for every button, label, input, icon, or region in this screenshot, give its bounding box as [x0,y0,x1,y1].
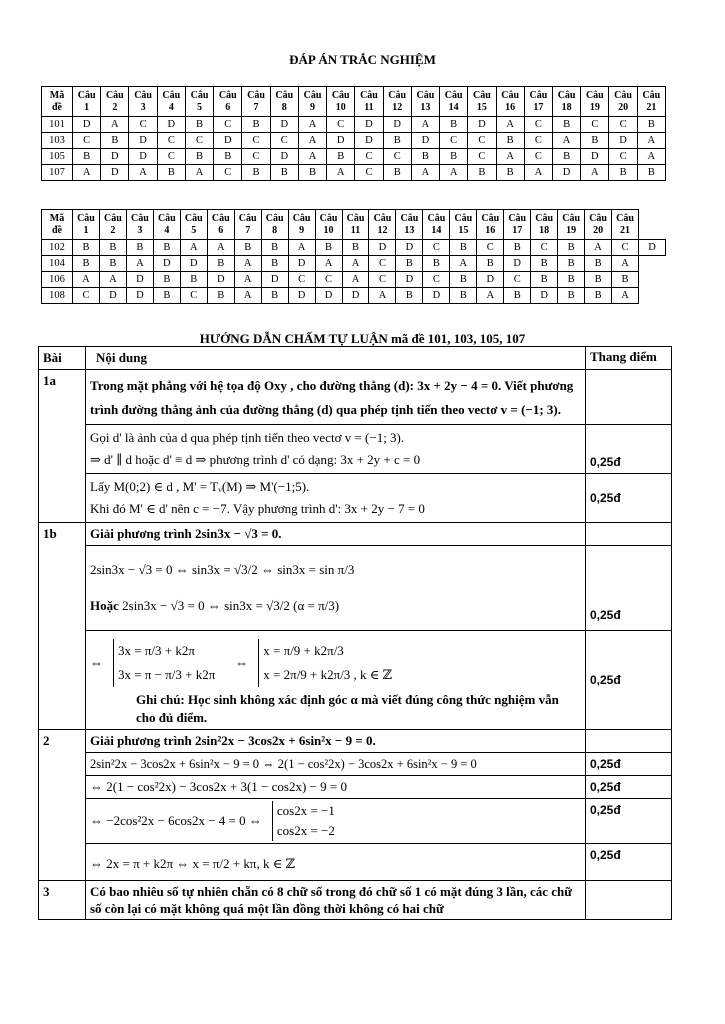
answer-cell: C [73,133,101,149]
answer-cell: A [411,165,439,181]
answer-cell: B [468,165,496,181]
problem-1a-step-2 [39,474,672,523]
answer-cell: D [342,288,369,304]
answer-cell: D [261,272,288,288]
answer-cell: B [73,256,100,272]
answer-cell: B [531,256,558,272]
header-ma-de: Mã đề [42,210,73,240]
answer-cell: C [315,272,342,288]
answer-cell: D [73,117,101,133]
answer-cell: A [73,165,101,181]
p1a-step2-line2: Khi đó M' ∈ d' nên c = −7. Vậy phương trình d': 3x + 2y − 7 = 0 [90,501,425,516]
answer-cell: C [383,149,411,165]
answer-cell: D [101,165,129,181]
answer-cell: B [637,117,665,133]
p1b-step2-or: Hoặc [90,598,119,613]
header-question: Câu 8 [270,87,298,117]
answer-cell: B [558,272,585,288]
header-question: Câu 12 [369,210,396,240]
problem-1b-label: 1b [39,523,86,730]
answer-cell: C [468,133,496,149]
exam-code-cell: 103 [42,133,73,149]
answer-cell: B [99,256,126,272]
header-question: Câu 10 [315,210,342,240]
answer-cell: A [612,256,639,272]
answer-cell: A [637,133,665,149]
answer-cell: A [552,133,580,149]
answer-table-header [42,87,666,117]
header-question: Câu 12 [383,87,411,117]
answer-cell: B [558,240,585,256]
score-badge: 0,25đ [590,848,621,862]
score-badge: 0,25đ [590,803,621,817]
score-badge: 0,25đ [590,455,621,469]
answer-cell: D [552,165,580,181]
system-bracket [272,801,335,841]
answer-cell: A [315,256,342,272]
header-question: Câu 18 [552,87,580,117]
p2-case-2: cos2x = −2 [276,823,335,838]
answer-cell: B [327,149,355,165]
problem-1b-question-row [39,523,672,546]
header-question: Câu 7 [242,87,270,117]
answer-cell: C [355,165,383,181]
problem-2-label: 2 [39,730,86,881]
answer-cell: D [214,133,242,149]
p1a-step1-line2: ⇒ d' ∥ d hoặc d' ≡ d ⇒ phương trình d' có dạng: 3x + 2y + c = 0 [90,452,421,467]
answer-cell: B [585,288,612,304]
answer-cell: C [531,240,558,256]
answer-cell: A [585,240,612,256]
answer-cell: B [73,149,101,165]
answer-cell: C [242,133,270,149]
answer-cell: C [180,288,207,304]
header-question: Câu 6 [214,87,242,117]
p2-case-1: cos2x = −1 [276,803,335,818]
answer-row [42,117,666,133]
col-header-thang: Thang điểm [586,347,672,370]
answer-cell: B [270,165,298,181]
problem-1a-question-row [39,370,672,425]
answer-cell: A [234,272,261,288]
answer-cell: D [270,149,298,165]
header-question: Câu 3 [129,87,157,117]
answer-cell: A [369,288,396,304]
answer-cell: B [261,256,288,272]
answer-cell: B [450,240,477,256]
header-question: Câu 8 [261,210,288,240]
answer-cell: C [157,149,185,165]
answer-cell: C [524,149,552,165]
header-question: Câu 1 [73,87,101,117]
p1b-step2-text: 2sin3x − √3 = 0 ⇔ sin3x = √3/2 (α = π/3) [118,598,340,613]
answer-cell: B [73,240,100,256]
answer-cell: D [411,133,439,149]
answer-cell: B [261,240,288,256]
header-question: Câu 11 [355,87,383,117]
answer-cell: A [496,149,524,165]
header-question: Câu 3 [126,210,153,240]
header-question: Câu 19 [581,87,609,117]
answer-cell: C [242,149,270,165]
answer-cell: B [234,240,261,256]
answer-cell: B [552,149,580,165]
answer-cell: C [477,240,504,256]
answer-cell: B [207,288,234,304]
answer-cell: A [73,272,100,288]
answer-cell: A [129,165,157,181]
system-bracket-right [258,639,392,687]
answer-cell: B [185,149,213,165]
header-question: Câu 10 [327,87,355,117]
answer-cell: D [423,288,450,304]
answer-cell: C [129,117,157,133]
answer-cell: B [315,240,342,256]
answer-cell: A [126,256,153,272]
header-question: Câu 13 [396,210,423,240]
answer-row [42,149,666,165]
answer-cell: C [612,240,639,256]
header-question: Câu 9 [298,87,326,117]
p1b-note: Ghi chú: Học sinh không xác định góc α mà viết đúng công thức nghiệm vẫn cho đủ điểm. [136,692,559,725]
answer-table-header [42,210,666,240]
equiv-symbol: ⇔ [235,655,249,670]
answer-cell: D [129,133,157,149]
answer-cell: B [180,272,207,288]
answer-cell: A [411,117,439,133]
answer-cell: B [185,117,213,133]
p2-step3: ⇔ −2cos²2x − 6cos2x − 4 = 0 ⇔ [90,813,262,828]
answer-cell: D [207,272,234,288]
p2-step2: ⇔ 2(1 − cos²2x) − 3cos2x + 3(1 − cos2x) − 9 = 0 [86,776,586,799]
answer-cell: C [609,149,637,165]
answer-cell: C [369,272,396,288]
p1b-eq-r1: x = π/9 + k2π/3 [263,643,344,658]
header-question: Câu 14 [440,87,468,117]
score-badge: 0,25đ [590,780,621,794]
header-question: Câu 4 [153,210,180,240]
answer-cell: A [180,240,207,256]
answer-cell: C [423,272,450,288]
system-bracket-left [113,639,215,687]
exam-code-cell: 102 [42,240,73,256]
answer-cell: D [369,240,396,256]
answer-cell: B [342,240,369,256]
answer-cell: A [637,149,665,165]
answer-cell: A [342,256,369,272]
answer-cell: B [450,272,477,288]
score-badge: 0,25đ [590,757,621,771]
answer-cell: B [396,256,423,272]
score-badge: 0,25đ [590,608,621,622]
answer-cell: B [585,272,612,288]
problem-1a-question: Trong mặt phẳng với hệ tọa độ Oxy , cho đường thẳng (d): 3x + 2y − 4 = 0. Viết phương trình đường thẳng ảnh của đường thẳng (d) qua phép tịnh tiến theo vectơ v = (−1; 3). [86,370,586,425]
answer-cell: C [185,133,213,149]
answer-cell: B [153,288,180,304]
answer-cell: B [383,165,411,181]
p1b-step2 [90,588,581,624]
answer-cell: D [327,133,355,149]
answer-cell: B [585,256,612,272]
exam-code-cell: 105 [42,149,73,165]
score-badge: 0,25đ [590,673,621,687]
answer-cell: A [440,165,468,181]
p1b-step1: 2sin3x − √3 = 0 ⇔ sin3x = √3/2 ⇔ sin3x = sin π/3 [90,562,355,577]
answer-cell: D [383,117,411,133]
answer-cell: D [153,256,180,272]
answer-cell: A [581,165,609,181]
answer-cell: B [504,288,531,304]
answer-cell: D [468,117,496,133]
answer-row [42,288,666,304]
answer-cell: C [524,117,552,133]
answer-cell: B [440,117,468,133]
header-question: Câu 17 [504,210,531,240]
answer-cell: A [524,165,552,181]
answer-cell: B [496,165,524,181]
answer-cell: D [504,256,531,272]
p1a-step2-line1: Lấy M(0;2) ∈ d , M' = Tᵥ(M) ⇒ M'(−1;5). [90,479,310,494]
header-question: Câu 5 [185,87,213,117]
answer-cell: B [450,288,477,304]
answer-cell: C [440,133,468,149]
problem-2-step-2 [39,776,672,799]
problem-3-label: 3 [39,881,86,920]
answer-cell: D [126,272,153,288]
answer-cell: A [327,165,355,181]
answer-cell: D [355,117,383,133]
header-question: Câu 21 [612,210,639,240]
header-question: Câu 9 [288,210,315,240]
problem-1a-step-1 [39,425,672,474]
answer-cell: B [214,149,242,165]
answer-cell: C [504,272,531,288]
problem-3-question-row [39,881,672,920]
answer-cell: B [99,240,126,256]
header-question: Câu 2 [101,87,129,117]
answer-cell: B [609,165,637,181]
answer-cell: B [207,256,234,272]
header-question: Câu 7 [234,210,261,240]
header-question: Câu 1 [73,210,100,240]
answer-cell: B [383,133,411,149]
answer-table-1 [41,86,666,181]
col-header-noidung: Nội dung [86,347,586,370]
problem-1b-step-2 [39,631,672,730]
answer-cell: C [270,133,298,149]
answer-cell: A [288,240,315,256]
answer-cell: D [270,117,298,133]
grading-table [38,346,672,920]
answer-cell: B [261,288,288,304]
answer-cell: C [609,117,637,133]
answer-cell: B [298,165,326,181]
answer-cell: A [234,256,261,272]
answer-row [42,272,666,288]
answer-row [42,256,666,272]
p1b-eq-l2: 3x = π − π/3 + k2π [118,667,216,682]
answer-cell: A [612,288,639,304]
header-question: Câu 16 [477,210,504,240]
header-question: Câu 15 [468,87,496,117]
p1b-eq-r2: x = 2π/9 + k2π/3 , k ∈ ℤ [263,667,393,682]
header-question: Câu 6 [207,210,234,240]
answer-cell: D [101,149,129,165]
problem-1a-label: 1a [39,370,86,523]
answer-cell: D [126,288,153,304]
answer-cell: B [477,256,504,272]
answer-cell: B [242,117,270,133]
exam-code-cell: 108 [42,288,73,304]
header-question: Câu 5 [180,210,207,240]
answer-cell: C [157,133,185,149]
p1a-step1-line1: Gọi d' là ảnh của d qua phép tịnh tiến theo vectơ v = (−1; 3). [90,430,405,445]
header-question: Câu 20 [585,210,612,240]
header-question: Câu 20 [609,87,637,117]
answer-cell: D [396,272,423,288]
header-question: Câu 15 [450,210,477,240]
grading-guide-title: HƯỚNG DẪN CHẤM TỰ LUẬN mã đề 101, 103, 105, 107 [199,331,526,346]
header-question: Câu 19 [558,210,585,240]
problem-1b-step-1 [39,546,672,631]
header-question: Câu 13 [411,87,439,117]
problem-2-step-4 [39,844,672,881]
answer-cell: B [558,288,585,304]
answer-cell: B [496,133,524,149]
answer-cell: D [315,288,342,304]
answer-cell: D [581,149,609,165]
col-header-bai: Bài [39,347,86,370]
answer-cell: B [101,133,129,149]
answer-cell: C [468,149,496,165]
header-question: Câu 21 [637,87,665,117]
answer-cell: B [637,165,665,181]
answer-cell: A [450,256,477,272]
answer-cell: C [214,165,242,181]
answer-cell: B [153,272,180,288]
answer-cell: A [99,272,126,288]
answer-cell: B [440,149,468,165]
header-question: Câu 4 [157,87,185,117]
answer-cell: A [298,117,326,133]
answer-cell: D [639,240,666,256]
answer-cell: B [157,165,185,181]
answer-cell: D [609,133,637,149]
exam-code-cell: 101 [42,117,73,133]
answer-row [42,240,666,256]
answer-cell: D [180,256,207,272]
exam-code-cell: 107 [42,165,73,181]
answer-cell: A [342,272,369,288]
answer-cell: A [234,288,261,304]
answer-cell: C [355,149,383,165]
header-ma-de: Mã đề [42,87,73,117]
p2-step4: ⇔ 2x = π + k2π ⇔ x = π/2 + kπ, k ∈ ℤ [86,844,586,881]
answer-cell: B [423,256,450,272]
problem-2-step-3 [39,799,672,844]
answer-cell: C [423,240,450,256]
equiv-symbol: ⇔ [90,655,103,670]
answer-cell: D [531,288,558,304]
header-question: Câu 2 [99,210,126,240]
exam-code-cell: 106 [42,272,73,288]
answer-row [42,133,666,149]
answer-cell: A [298,149,326,165]
header-question: Câu 11 [342,210,369,240]
answer-cell: C [327,117,355,133]
problem-3-question: Có bao nhiêu số tự nhiên chẵn có 8 chữ số trong đó chữ số 1 có mặt đúng 3 lần, các chữ số còn lại có mặt không quá một lần đồng thời không có hai chữ [86,881,586,920]
answer-cell: B [126,240,153,256]
answer-cell: B [242,165,270,181]
grading-header-row [39,347,672,370]
answer-cell: B [396,288,423,304]
answer-cell: C [524,133,552,149]
answer-table-2 [41,209,666,304]
exam-code-cell: 104 [42,256,73,272]
answer-cell: D [129,149,157,165]
answer-cell: A [477,288,504,304]
p1b-eq-l1: 3x = π/3 + k2π [118,643,195,658]
problem-2-question-row [39,730,672,753]
answer-cell: D [157,117,185,133]
answer-cell: B [612,272,639,288]
answer-cell: C [369,256,396,272]
answer-cell: B [504,240,531,256]
score-badge: 0,25đ [590,491,621,505]
answer-cell: D [396,240,423,256]
p2-step1: 2sin²2x − 3cos2x + 6sin²x − 9 = 0 ⇔ 2(1 − cos²2x) − 3cos2x + 6sin²x − 9 = 0 [86,753,586,776]
problem-2-question: Giải phương trình 2sin²2x − 3cos2x + 6sin²x − 9 = 0. [86,730,586,753]
answer-cell: D [99,288,126,304]
answer-cell: B [153,240,180,256]
answer-cell: B [531,272,558,288]
answer-cell: D [288,288,315,304]
answer-cell: D [477,272,504,288]
answer-cell: A [496,117,524,133]
problem-2-step-1 [39,753,672,776]
answer-cell: A [298,133,326,149]
answer-row [42,165,666,181]
answer-cell: B [581,133,609,149]
answer-cell: C [73,288,100,304]
answer-cell: A [185,165,213,181]
answer-cell: B [552,117,580,133]
answer-cell: D [288,256,315,272]
answer-cell: A [101,117,129,133]
answer-cell: C [214,117,242,133]
header-question: Câu 18 [531,210,558,240]
answer-cell: B [558,256,585,272]
header-question: Câu 17 [524,87,552,117]
header-question: Câu 16 [496,87,524,117]
answer-cell: D [355,133,383,149]
answer-cell: A [207,240,234,256]
answer-table-body [42,240,666,304]
answer-cell: C [288,272,315,288]
problem-1b-question: Giải phương trình 2sin3x − √3 = 0. [86,523,586,546]
answer-cell: B [411,149,439,165]
answer-key-title: ĐÁP ÁN TRẮC NGHIỆM [289,52,436,67]
answer-cell: C [581,117,609,133]
header-question: Câu 14 [423,210,450,240]
answer-table-body [42,117,666,181]
